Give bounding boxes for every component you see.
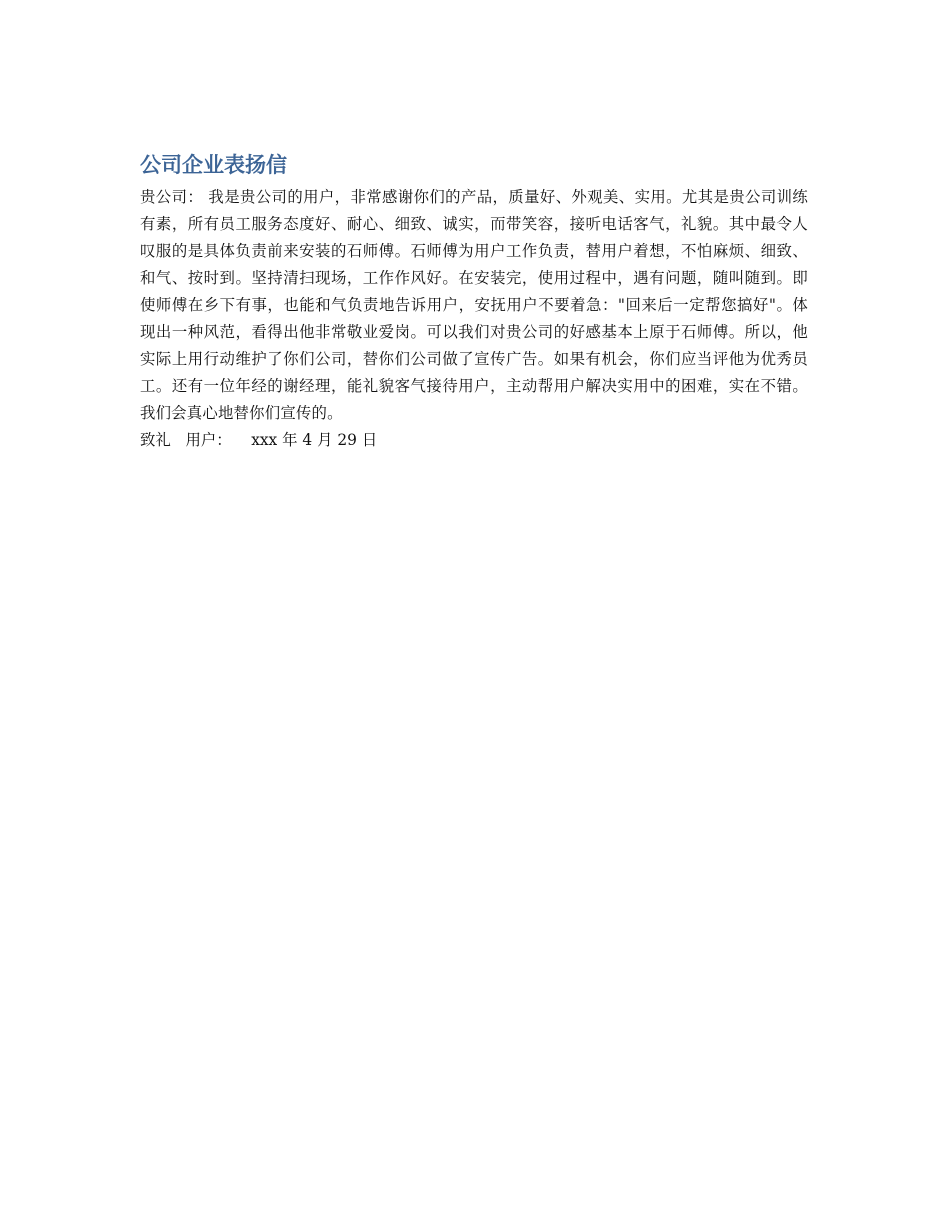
letter-closing: 致礼 用户： xxx 年 4 月 29 日 — [140, 431, 378, 449]
letter-body: 贵公司： 我是贵公司的用户，非常感谢你们的产品，质量好、外观美、实用。尤其是贵公司训练有素，所有员工服务态度好、耐心、细致、诚实，而带笑容，接听电话客气，礼貌。其中最令人叹服的是具体负责前来安装的石师傅。石师傅为用户工作负责，替用户着想，不怕麻烦、细致、和气、按时到。坚持清扫现场，工作作风好。在安装完，使用过程中，遇有问题，随叫随到。即使师傅在乡下有事，也能和气负责地告诉用户，安抚用户不要着急："回来后一定帮您搞好"。体现出一种风范，看得出他非常敬业爱岗。可以我们对贵公司的好感基本上原于石师傅。所以，他实际上用行动维护了你们公司，替你们公司做了宣传广告。如果有机会，你们应当评他为优秀员工。还有一位年经的谢经理，能礼貌客气接待用户，主动帮用户解决实用中的困难，实在不错。 我们会真心地替你们宣传的。 — [140, 188, 808, 422]
document-title: 公司企业表扬信 — [140, 153, 287, 177]
document-content — [140, 150, 808, 454]
